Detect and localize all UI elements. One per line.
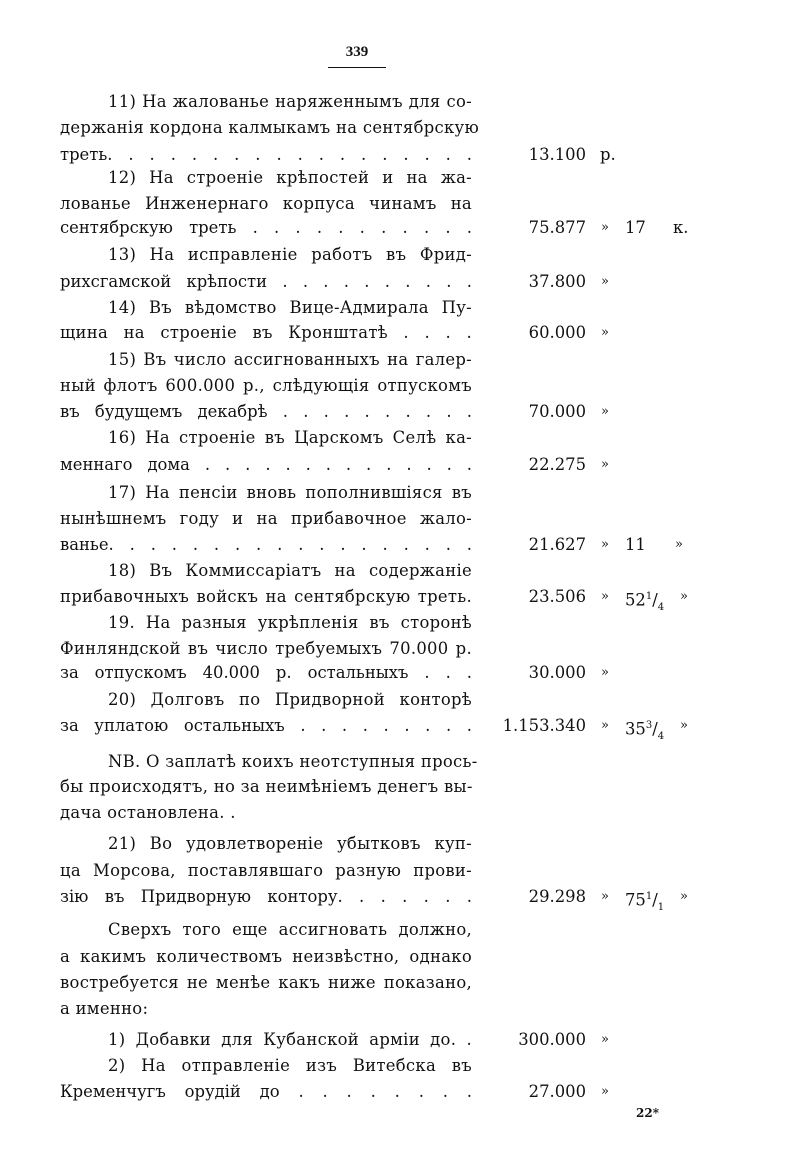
text-line: 17) На пенсіи вновь пополнившіяся въ [108, 483, 472, 502]
text-line: востребуется не менѣе какъ ниже показано, [60, 973, 472, 992]
fraction-numerator: 3 [645, 720, 653, 731]
fraction-denominator: 4 [657, 601, 665, 613]
text-line: сентябрскую треть . . . . . . . . . . . [60, 218, 472, 237]
ditto-mark: » [601, 718, 609, 733]
text-line: Сверхъ того еще ассигновать должно, [108, 920, 472, 939]
kopeck-unit: к. [673, 218, 689, 237]
page-number: 339 [345, 44, 369, 60]
amount-value: 60.000 [528, 323, 586, 342]
text-line: 15) Въ число ассигнованныхъ на галер- [108, 350, 472, 369]
amount-value: 37.800 [528, 272, 586, 291]
text-line: рихсгамской крѣпости . . . . . . . . . . [60, 272, 472, 291]
text-line: въ будущемъ декабрѣ . . . . . . . . . . [60, 402, 472, 421]
text-line: ца Морсова, поставлявшаго разную прови- [60, 861, 472, 880]
amount-value: 30.000 [528, 663, 586, 682]
text-line: Финляндской въ число требуемыхъ 70.000 р. [60, 639, 472, 658]
text-line: 18) Въ Коммиссаріатъ на содержаніе [108, 561, 472, 580]
text-line: NB. О заплатѣ коихъ неотступныя прось- [108, 752, 478, 771]
kopeck-value: 11 [625, 535, 646, 554]
kopeck-whole: 35 [625, 719, 646, 739]
kopeck-whole: 75 [625, 890, 646, 910]
ditto-mark: » [601, 889, 609, 904]
amount-value: 75.877 [528, 218, 586, 237]
text-line: 13) На исправленіе работъ въ Фрид- [108, 245, 472, 264]
text-line: ванье. . . . . . . . . . . . . . . . . . [60, 535, 472, 554]
ditto-mark: » [601, 665, 609, 680]
text-line: 19. На разныя укрѣпленія въ сторонѣ [108, 613, 472, 632]
ditto-mark: » [601, 404, 609, 419]
text-line: 11) На жалованье наряженнымъ для со- [108, 92, 472, 111]
kopeck-value: $35^3/_4$ [625, 719, 665, 742]
amount-value: 300.000 [518, 1030, 586, 1049]
text-line: бы происходятъ, но за неимѣніемъ денегъ вы- [60, 777, 473, 796]
text-line: 16) На строеніе въ Царскомъ Селѣ ка- [108, 428, 472, 447]
kopeck-whole: 52 [625, 590, 646, 610]
fraction-denominator: 1 [657, 901, 665, 913]
text-line: зію въ Придворную контору. . . . . . . [60, 887, 472, 906]
amount-value: 70.000 [528, 402, 586, 421]
amount-value: 22.275 [528, 455, 586, 474]
amount-value: 29.298 [528, 887, 586, 906]
fraction-numerator: 1 [645, 891, 653, 902]
page-number-rule [328, 67, 386, 68]
fraction-denominator: 4 [657, 730, 665, 742]
amount-value: 23.506 [528, 587, 586, 606]
amount-value: 13.100 [528, 145, 586, 164]
text-line: щина на строеніе въ Кронштатѣ . . . . [60, 323, 472, 342]
ditto-mark: » [680, 889, 688, 904]
text-line: прибавочныхъ войскъ на сентябрскую треть. [60, 587, 472, 606]
text-line: Кременчугъ орудій до . . . . . . . . [60, 1082, 472, 1101]
text-line: держанія кордона калмыкамъ на сентябрскую [60, 118, 480, 137]
text-line: ный флотъ 600.000 р., слѣдующія отпускомъ [60, 376, 472, 395]
text-line: нынѣшнемъ году и на прибавочное жало- [60, 509, 472, 528]
text-line: а какимъ количествомъ неизвѣстно, однако [60, 947, 472, 966]
text-line: 20) Долговъ по Придворной конторѣ [108, 690, 472, 709]
text-line: за уплатою остальныхъ . . . . . . . . . [60, 716, 472, 735]
text-line: за отпускомъ 40.000 р. остальныхъ . . . [60, 663, 472, 682]
ditto-mark: » [601, 325, 609, 340]
ditto-mark: » [601, 589, 609, 604]
text-line: треть. . . . . . . . . . . . . . . . . . [60, 145, 472, 164]
text-line: 21) Во удовлетвореніе убытковъ куп- [108, 834, 472, 853]
text-line: 12) На строеніе крѣпостей и на жа- [108, 168, 472, 187]
kopeck-value: 17 [625, 218, 646, 237]
printer-signature: 22* [636, 1106, 659, 1120]
amount-value: 27.000 [528, 1082, 586, 1101]
kopeck-value: $75^1/_1$ [625, 890, 665, 913]
ditto-mark: » [601, 1084, 609, 1099]
ditto-mark: » [601, 220, 609, 235]
text-line: 2) На отправленіе изъ Витебска въ [108, 1056, 472, 1075]
text-line: а именно: [60, 999, 149, 1018]
text-line: дача остановлена. . [60, 803, 236, 822]
ditto-mark: » [601, 457, 609, 472]
fraction-numerator: 1 [645, 591, 653, 602]
kopeck-value: $52^1/_4$ [625, 590, 665, 613]
amount-value: 1.153.340 [502, 716, 586, 735]
amount-unit: р. [600, 145, 616, 164]
amount-value: 21.627 [528, 535, 586, 554]
text-line: 14) Въ вѣдомство Вице-Адмирала Пу- [108, 298, 472, 317]
ditto-mark: » [601, 1032, 609, 1047]
ditto-mark: » [601, 537, 609, 552]
text-line: меннаго дома . . . . . . . . . . . . . . [60, 455, 472, 474]
ditto-mark: » [601, 274, 609, 289]
ditto-mark: » [680, 589, 688, 604]
ditto-mark: » [680, 718, 688, 733]
text-line: лованье Инженернаго корпуса чинамъ на [60, 194, 472, 213]
text-line: 1) Добавки для Кубанской арміи до. . [108, 1030, 472, 1049]
ditto-mark: » [675, 537, 683, 552]
